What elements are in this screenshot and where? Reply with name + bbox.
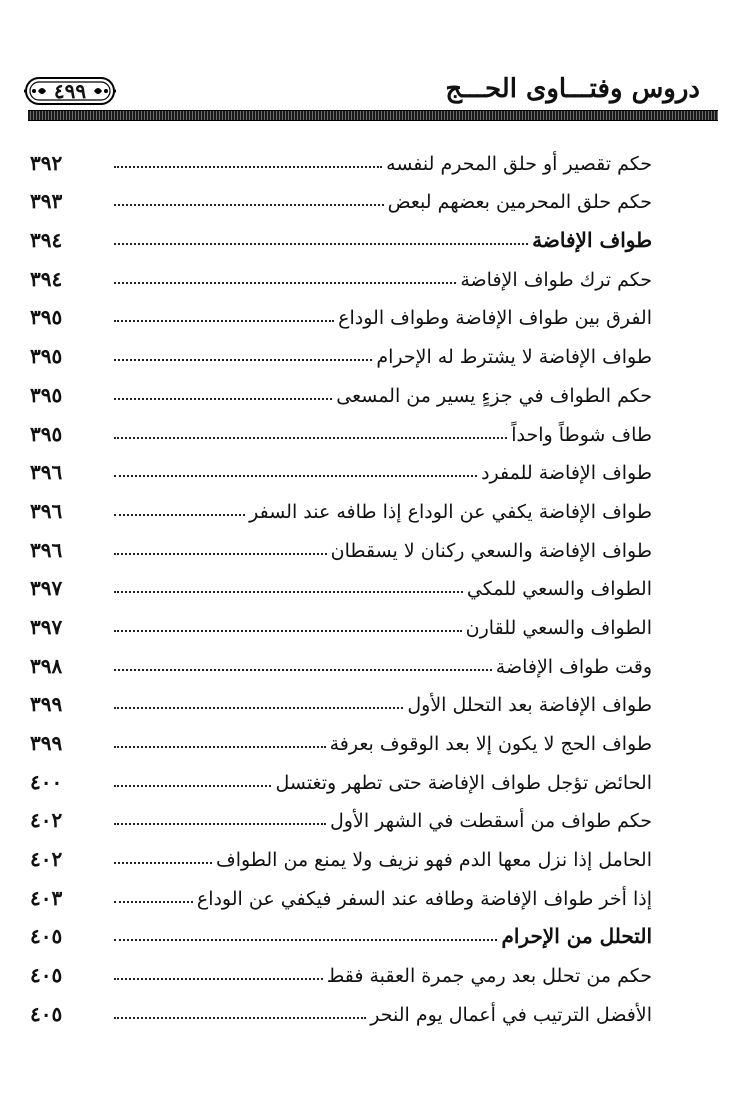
toc-title: طواف الإفاضة بعد التحلل الأول — [407, 694, 652, 717]
toc-page-number: ٣٩٣ — [30, 189, 63, 214]
toc-entry — [28, 258, 652, 297]
toc-page-number: ٤٠٥ — [30, 963, 63, 988]
dot-leader — [114, 166, 382, 168]
dot-leader — [114, 514, 245, 516]
toc-entry — [28, 529, 652, 568]
dot-leader — [114, 630, 462, 632]
toc-page-number: ٣٩٤ — [30, 266, 63, 291]
toc-entry — [28, 993, 652, 1032]
dot-leader — [114, 398, 332, 400]
dot-leader — [114, 553, 327, 555]
page-number-badge — [24, 74, 116, 108]
dot-leader — [114, 823, 326, 825]
toc-page-number: ٤٠٠ — [30, 769, 63, 794]
toc-page-number: ٣٩٥ — [30, 382, 63, 407]
toc-page-number: ٤٠٢ — [30, 808, 63, 833]
dot-leader — [114, 475, 477, 477]
toc-entry — [28, 954, 652, 993]
page-number: ٤٩٩ — [53, 79, 87, 103]
dot-leader — [114, 282, 456, 284]
toc-page-number: ٣٩٤ — [30, 228, 63, 253]
toc-title: الطواف والسعي للقارن — [465, 616, 652, 639]
dot-leader — [114, 204, 384, 206]
dot-leader — [114, 359, 372, 361]
toc-title: طواف الحج لا يكون إلا بعد الوقوف بعرفة — [329, 733, 652, 755]
dot-leader — [114, 785, 271, 787]
toc-page-number: ٣٩٥ — [30, 305, 63, 330]
toc-title: طواف الإفاضة للمفرد — [481, 462, 652, 485]
toc-entry — [28, 722, 652, 761]
toc-entry — [28, 800, 652, 839]
toc-page-number: ٣٩٦ — [30, 460, 63, 485]
toc-entry — [28, 606, 652, 645]
toc-page-number: ٣٩٧ — [30, 576, 63, 601]
book-title: دروس وفتـــاوى الحـــج — [445, 74, 700, 104]
dot-leader — [114, 243, 528, 245]
toc-entry — [28, 142, 652, 181]
toc-title: الفرق بين طواف الإفاضة وطواف الوداع — [338, 307, 652, 330]
toc-title: طاف شوطاً واحداً — [511, 423, 652, 446]
toc-title: حكم حلق المحرمين بعضهم لبعض — [387, 191, 652, 214]
toc-title: الحائض تؤجل طواف الإفاضة حتى تطهر وتغتسل — [275, 771, 652, 794]
toc-entry — [28, 877, 652, 916]
toc-entry — [28, 684, 652, 723]
toc-entry — [28, 645, 652, 684]
toc-title: الطواف والسعي للمكي — [466, 578, 652, 601]
toc-entry — [28, 568, 652, 607]
dot-leader — [114, 862, 212, 864]
toc-section-heading — [28, 219, 652, 258]
toc-page-number: ٣٩٥ — [30, 344, 63, 369]
toc-title: طواف الإفاضة — [532, 228, 652, 253]
dot-leader — [114, 669, 492, 671]
toc-title: حكم طواف من أسقطت في الشهر الأول — [330, 810, 652, 833]
toc-title: إذا أخر طواف الإفاضة وطافه عند السفر فيكفي عن الوداع — [196, 887, 652, 910]
toc-title: الأفضل الترتيب في أعمال يوم النحر — [370, 1003, 652, 1026]
dot-leader — [114, 978, 323, 980]
header-divider — [28, 110, 718, 121]
toc-title: حكم ترك طواف الإفاضة — [460, 268, 652, 291]
toc-entry — [28, 297, 652, 336]
toc-entry — [28, 452, 652, 491]
toc-title: طواف الإفاضة لا يشترط له الإحرام — [376, 346, 652, 369]
dot-leader — [114, 320, 334, 322]
toc-title: الحامل إذا نزل معها الدم فهو نزيف ولا يمنع من الطواف — [216, 849, 652, 872]
toc-page-number: ٤٠٣ — [30, 885, 63, 910]
toc-title: التحلل من الإحرام — [501, 924, 652, 949]
table-of-contents — [28, 142, 652, 1032]
dot-leader — [114, 939, 497, 941]
toc-page-number: ٤٠٢ — [30, 847, 63, 872]
toc-page-number: ٣٩٥ — [30, 421, 63, 446]
dot-leader — [114, 437, 507, 439]
dot-leader — [114, 746, 326, 748]
toc-page-number: ٣٩٩ — [30, 731, 63, 755]
toc-page-number: ٤٠٥ — [30, 924, 63, 949]
toc-title: حكم تقصير أو حلق المحرم لنفسه — [386, 152, 652, 175]
toc-entry — [28, 413, 652, 452]
toc-title: طواف الإفاضة يكفي عن الوداع إذا طافه عند السفر — [249, 500, 652, 523]
toc-title: طواف الإفاضة والسعي ركنان لا يسقطان — [330, 539, 652, 562]
toc-section-heading — [28, 916, 652, 955]
dot-leader — [114, 901, 193, 903]
toc-page-number: ٣٩٨ — [30, 653, 63, 678]
toc-entry — [28, 335, 652, 374]
toc-entry — [28, 374, 652, 413]
toc-title: وقت طواف الإفاضة — [495, 655, 652, 678]
toc-page-number: ٣٩٢ — [30, 150, 63, 175]
toc-entry — [28, 838, 652, 877]
toc-page-number: ٣٩٦ — [30, 537, 63, 562]
toc-title: حكم الطواف في جزءٍ يسير من المسعى — [336, 384, 652, 407]
dot-leader — [114, 591, 463, 593]
toc-entry — [28, 761, 652, 800]
toc-page-number: ٤٠٥ — [30, 1001, 63, 1026]
toc-title: حكم من تحلل بعد رمي جمرة العقبة فقط — [326, 965, 652, 988]
toc-page-number: ٣٩٩ — [30, 692, 63, 717]
dot-leader — [114, 1017, 366, 1019]
toc-page-number: ٣٩٧ — [30, 614, 63, 639]
dot-leader — [114, 707, 403, 709]
toc-entry — [28, 181, 652, 220]
toc-page-number: ٣٩٦ — [30, 498, 63, 523]
toc-entry — [28, 490, 652, 529]
